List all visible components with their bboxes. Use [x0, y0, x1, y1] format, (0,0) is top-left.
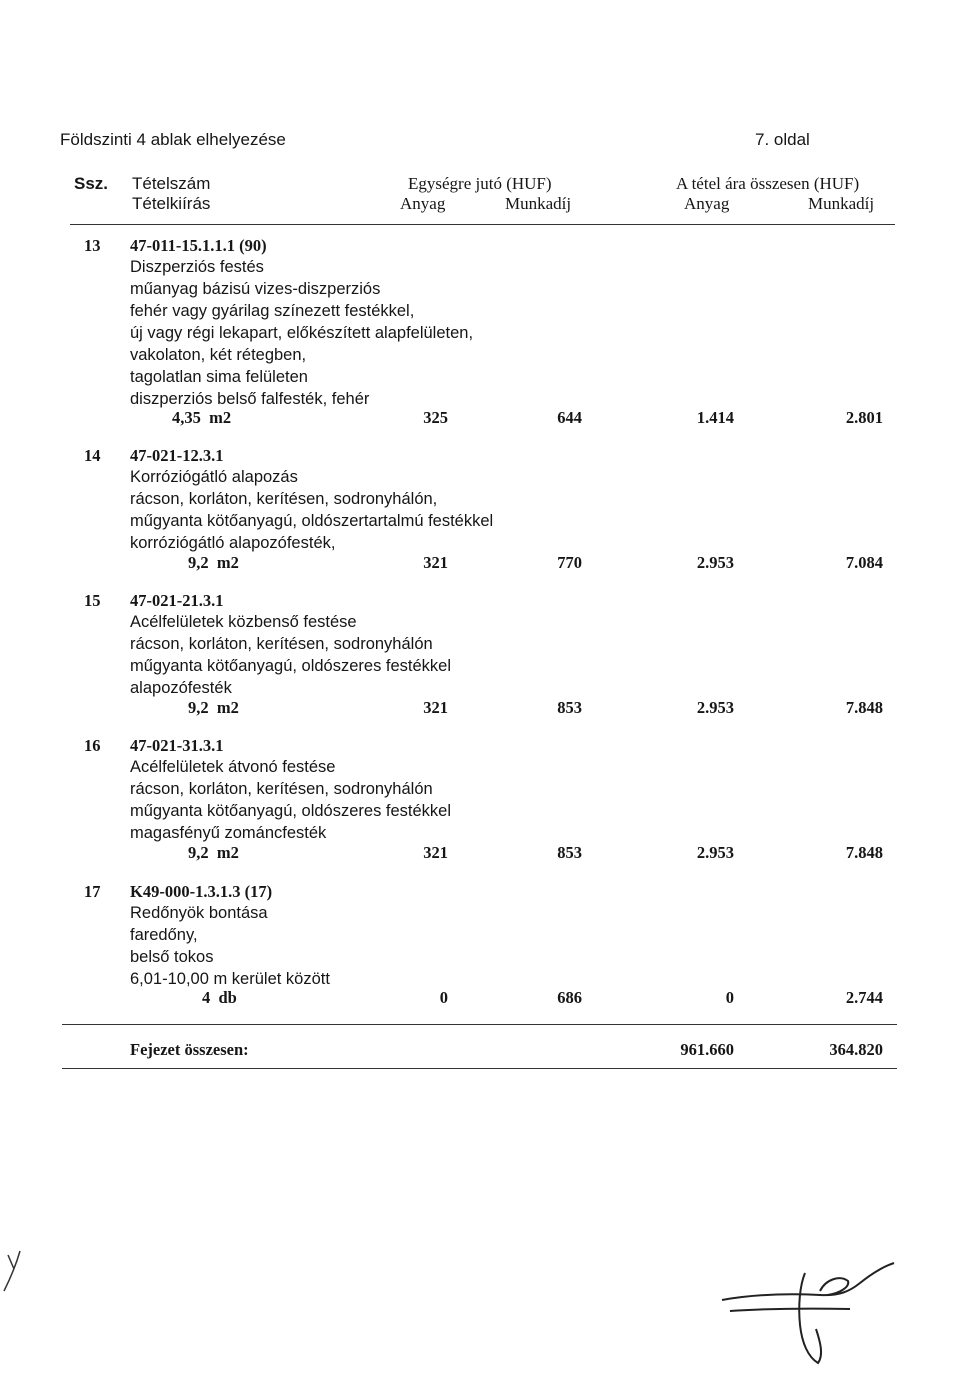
- item-unit-munkadij: 644: [557, 408, 582, 427]
- item-quantity: 4: [202, 988, 211, 1007]
- item-total-munkadij: 7.848: [845, 698, 883, 717]
- item-total-munkadij: 2.801: [845, 408, 883, 427]
- column-ssz: Ssz.: [74, 174, 109, 193]
- summary-top-rule: [62, 1024, 897, 1025]
- item-description-line: vakolaton, két rétegben,: [130, 346, 307, 364]
- column-total-group: A tétel ára összesen (HUF): [676, 174, 860, 193]
- page-title: Földszinti 4 ablak elhelyezése: [60, 130, 286, 149]
- item-quantity: 9,2: [188, 843, 209, 862]
- item-number: 15: [84, 591, 101, 610]
- item-quantity: 9,2: [188, 553, 209, 572]
- item-number: 14: [84, 446, 101, 465]
- item-total-anyag: 0: [725, 988, 734, 1007]
- signature-icon: [700, 1245, 900, 1375]
- column-unit-price-group: Egységre jutó (HUF): [408, 174, 552, 193]
- item-description-line: fehér vagy gyárilag színezett festékkel,: [130, 302, 415, 320]
- item-number: 17: [84, 882, 101, 901]
- item-description-line: Acélfelületek közbenső festése: [130, 613, 357, 631]
- item-description-line: Korróziógátló alapozás: [130, 468, 298, 486]
- item-description-line: műgyanta kötőanyagú, oldószeres festékkel: [130, 802, 452, 820]
- item-unit: db: [218, 988, 237, 1007]
- item-code: 47-011-15.1.1.1 (90): [130, 236, 267, 255]
- item-unit-munkadij: 853: [557, 698, 582, 717]
- item-description-line: faredőny,: [130, 926, 198, 944]
- item-description-line: Redőnyök bontása: [130, 904, 268, 922]
- item-unit: m2: [216, 843, 239, 862]
- item-unit-munkadij: 686: [557, 988, 582, 1007]
- item-code: K49-000-1.3.1.3 (17): [130, 882, 273, 901]
- page-number: 7. oldal: [755, 130, 810, 149]
- item-description-line: alapozófesték: [130, 679, 232, 697]
- item-total-anyag: 2.953: [696, 843, 734, 862]
- item-unit-anyag: 0: [439, 988, 448, 1007]
- margin-mark-icon: [0, 1245, 30, 1295]
- item-number: 13: [84, 236, 101, 255]
- item-description-line: 6,01-10,00 m kerület között: [130, 970, 330, 988]
- item-unit-anyag: 325: [423, 408, 448, 427]
- item-unit: m2: [209, 408, 232, 427]
- item-description-line: korróziógátló alapozófesték,: [130, 534, 336, 552]
- column-tetelkiiras: Tételkiírás: [132, 194, 211, 213]
- item-description-line: műgyanta kötőanyagú, oldószeres festékkel: [130, 657, 452, 675]
- item-description-line: rácson, korláton, kerítésen, sodronyhálón: [130, 635, 433, 653]
- item-description-line: belső tokos: [130, 948, 214, 966]
- item-quantity: 4,35: [172, 408, 201, 427]
- item-total-anyag: 1.414: [696, 408, 734, 427]
- item-description-line: rácson, korláton, kerítésen, sodronyhálón: [130, 780, 433, 798]
- chapter-total-munkadij: 364.820: [829, 1040, 883, 1059]
- item-quantity: 9,2: [188, 698, 209, 717]
- column-tetelszam: Tételszám: [132, 174, 211, 193]
- item-description-line: Diszperziós festés: [130, 258, 264, 276]
- item-description-line: diszperziós belső falfesték, fehér: [130, 390, 370, 408]
- item-description-line: rácson, korláton, kerítésen, sodronyhálón,: [130, 490, 438, 508]
- chapter-total-anyag: 961.660: [680, 1040, 734, 1059]
- column-unit-munkadij: Munkadíj: [505, 194, 572, 213]
- item-description-line: műanyag bázisú vizes-diszperziós: [130, 280, 381, 298]
- item-description-line: magasfényű zománcfesték: [130, 824, 327, 842]
- item-total-anyag: 2.953: [696, 553, 734, 572]
- item-number: 16: [84, 736, 101, 755]
- item-description-line: Acélfelületek átvonó festése: [130, 758, 336, 776]
- chapter-total-label: Fejezet összesen:: [130, 1040, 249, 1059]
- item-unit: m2: [216, 553, 239, 572]
- item-unit-anyag: 321: [423, 553, 448, 572]
- item-unit-anyag: 321: [423, 698, 448, 717]
- item-total-munkadij: 7.084: [845, 553, 883, 572]
- column-total-munkadij: Munkadíj: [808, 194, 875, 213]
- item-code: 47-021-31.3.1: [130, 736, 224, 755]
- item-description-line: műgyanta kötőanyagú, oldószertartalmú festékkel: [130, 512, 494, 530]
- header-rule: [70, 224, 895, 225]
- item-total-munkadij: 2.744: [845, 988, 883, 1007]
- item-total-munkadij: 7.848: [845, 843, 883, 862]
- item-description-line: új vagy régi lekapart, előkészített alapfelületen,: [130, 324, 474, 342]
- summary-bottom-rule: [62, 1068, 897, 1069]
- item-code: 47-021-12.3.1: [130, 446, 224, 465]
- item-description-line: tagolatlan sima felületen: [130, 368, 308, 386]
- item-total-anyag: 2.953: [696, 698, 734, 717]
- column-total-anyag: Anyag: [684, 194, 730, 213]
- item-unit-munkadij: 853: [557, 843, 582, 862]
- column-unit-anyag: Anyag: [400, 194, 446, 213]
- item-code: 47-021-21.3.1: [130, 591, 224, 610]
- item-unit: m2: [216, 698, 239, 717]
- item-unit-anyag: 321: [423, 843, 448, 862]
- item-unit-munkadij: 770: [557, 553, 582, 572]
